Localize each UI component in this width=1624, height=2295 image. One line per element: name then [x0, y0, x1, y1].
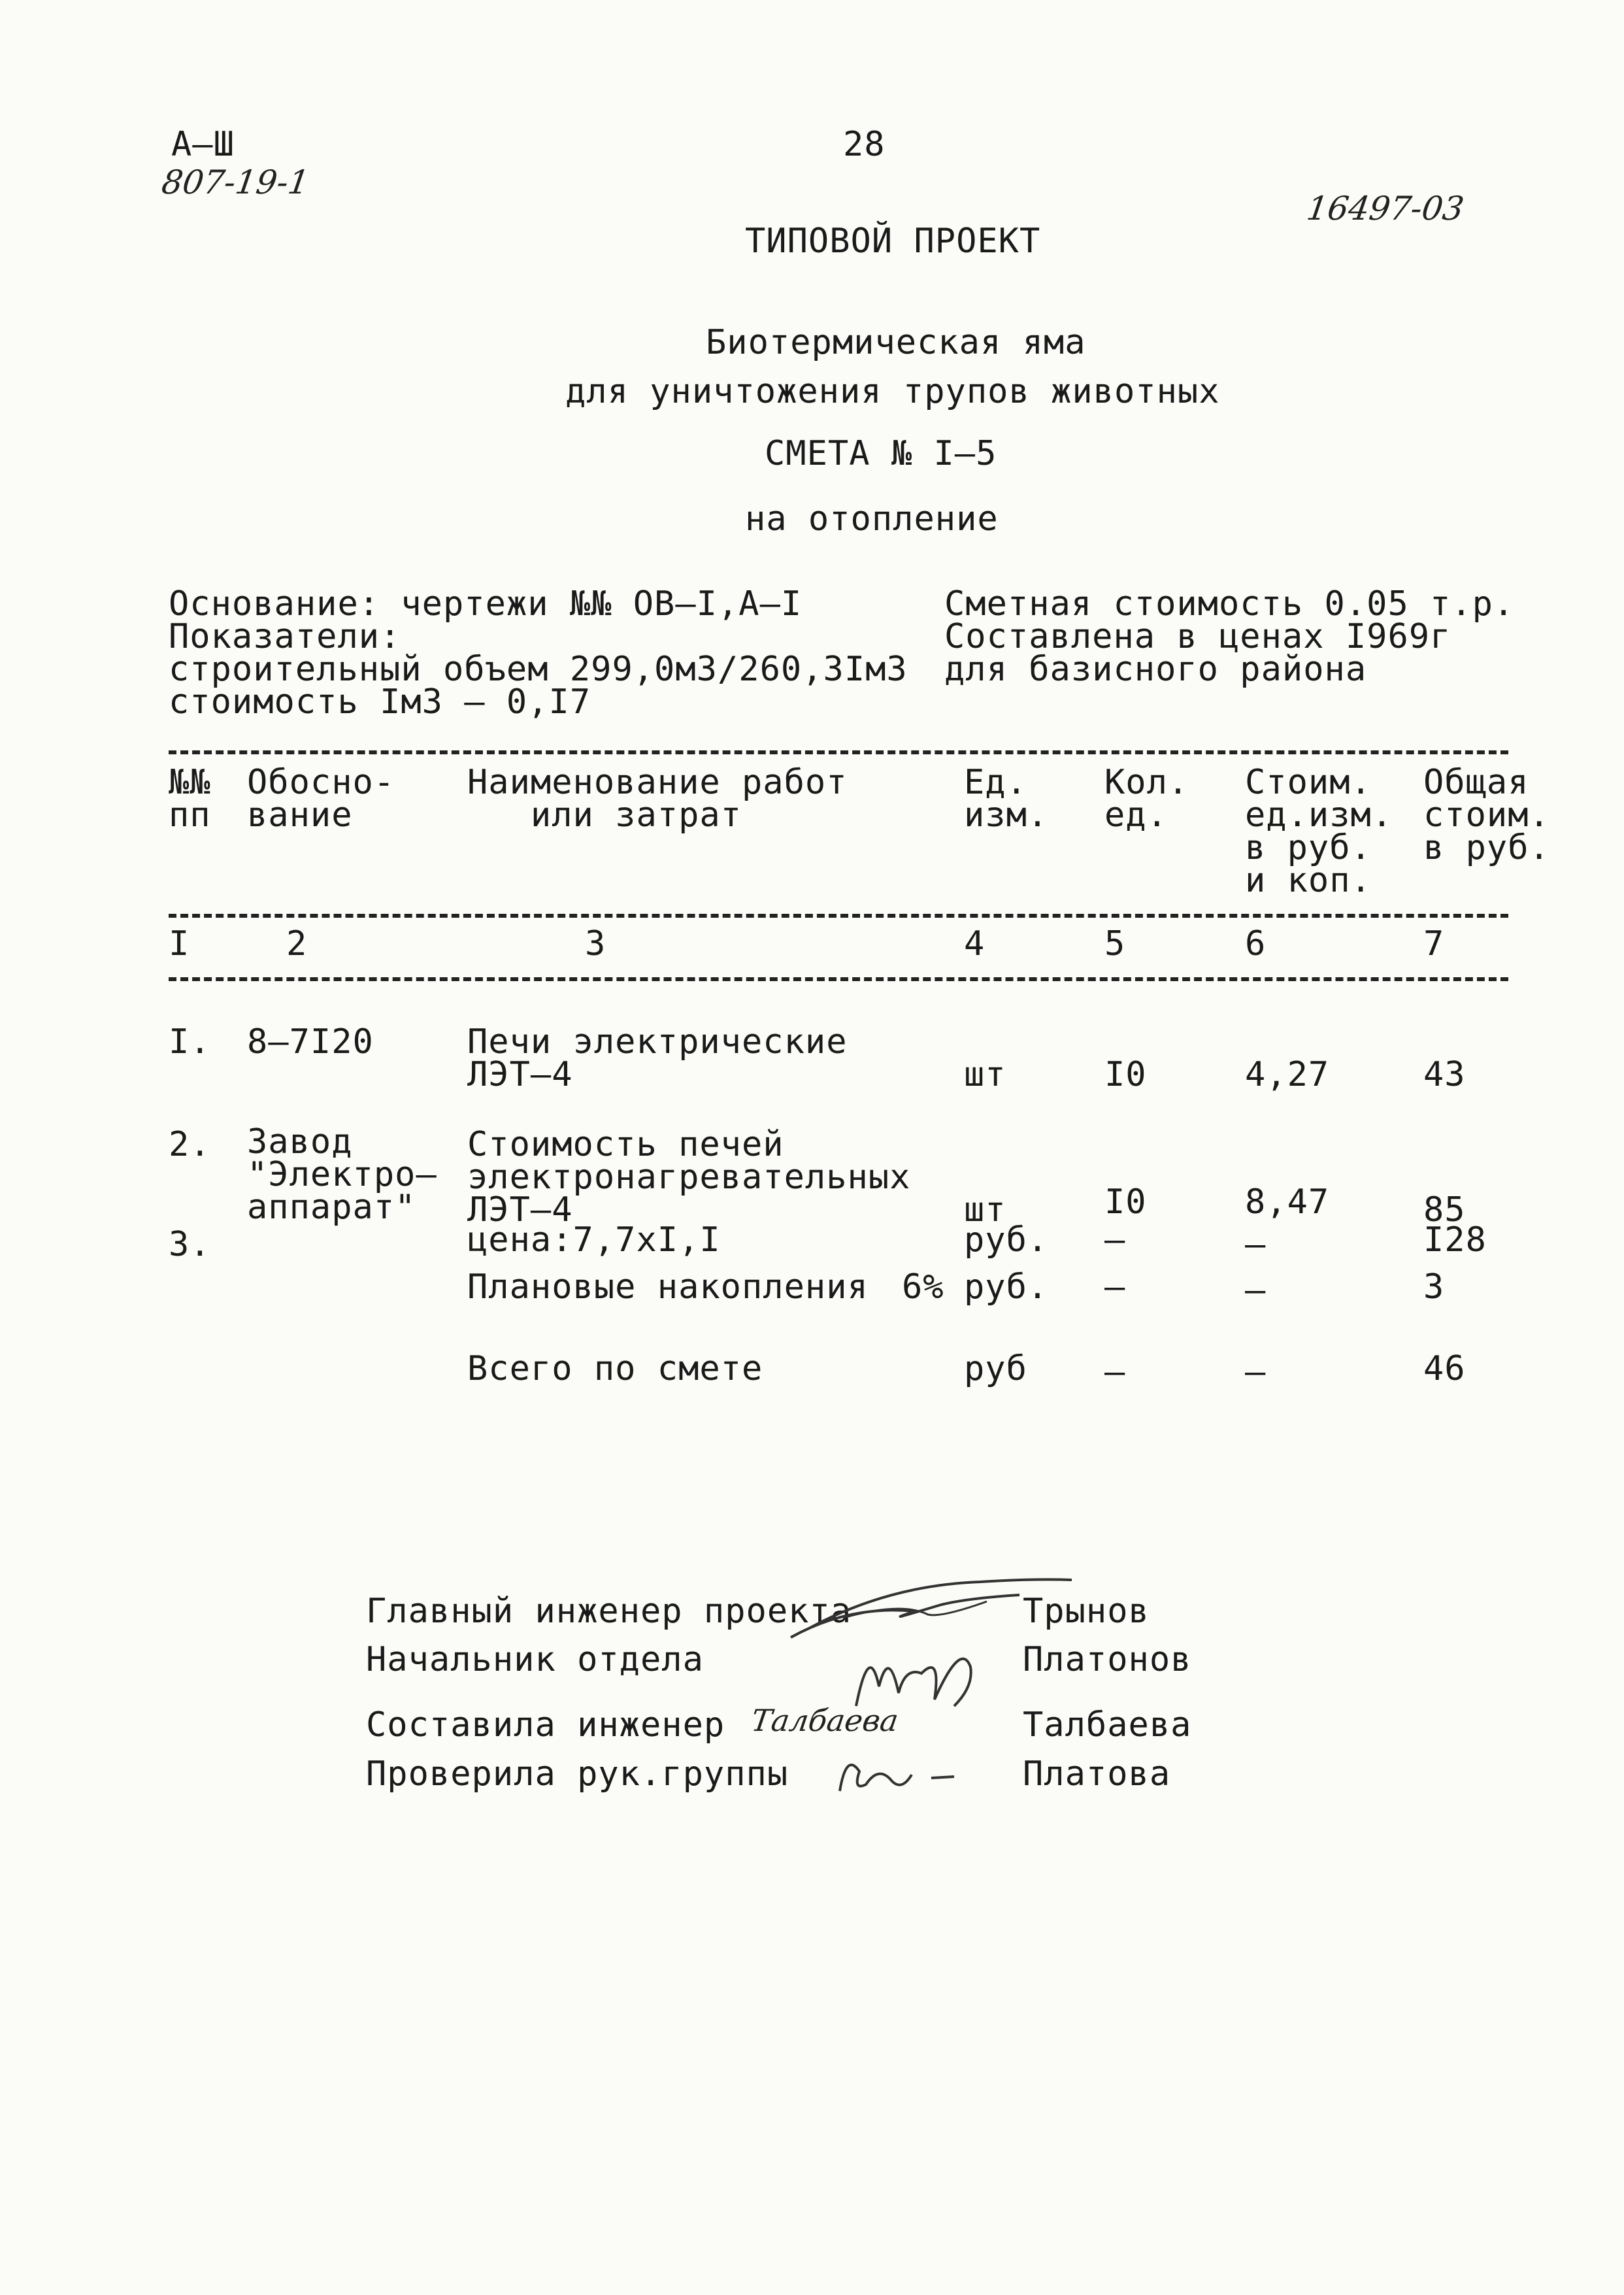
row-quantity: I0	[1104, 1055, 1147, 1094]
title-object-purpose: для уничтожения трупов животных	[565, 372, 1220, 411]
header-col-6-line-2: ед.изм.	[1245, 796, 1393, 835]
row-unit-price: –	[1245, 1225, 1267, 1264]
header-col-3-line-2: или затрат	[467, 796, 742, 835]
header-col-6-line-3: в руб.	[1245, 828, 1372, 867]
table-divider	[169, 977, 1508, 981]
header-col-5-line-1: Кол.	[1104, 763, 1189, 802]
row-number: I.	[169, 1022, 211, 1062]
grand-total-quantity: –	[1104, 1352, 1126, 1392]
row-quantity: –	[1104, 1220, 1126, 1260]
signature-role: Составила инженер	[366, 1705, 725, 1745]
header-col-2-line-2: вание	[247, 796, 353, 835]
header-col-4-line-2: изм.	[964, 796, 1049, 835]
info-unit-cost: стоимость Iм3 – 0,I7	[169, 682, 591, 722]
column-number: 2	[286, 924, 308, 963]
signature-scribble-group-lead	[827, 1745, 957, 1804]
row-unit-price: 8,47	[1245, 1182, 1330, 1222]
row-number: 2.	[169, 1125, 211, 1164]
header-col-1-line-1: №№	[169, 763, 211, 802]
handwritten-archive-number: 807-19-1	[159, 163, 312, 201]
title-estimate-subject: на отопление	[745, 499, 999, 539]
signature-scribble-department-head	[843, 1628, 987, 1719]
row-number: 3.	[169, 1225, 211, 1264]
accum-total: 3	[1423, 1267, 1445, 1307]
accum-name: Плановые накопления	[467, 1267, 869, 1307]
page-number: 28	[843, 125, 886, 164]
row-quantity: I0	[1104, 1182, 1147, 1222]
table-divider	[169, 914, 1508, 918]
row-unit: руб.	[964, 1220, 1049, 1260]
row-name-line-2: электронагревательных	[467, 1158, 911, 1197]
info-region: для базисного района	[944, 650, 1367, 689]
handwritten-signature: Талбаева	[749, 1703, 901, 1738]
signature-name: Платова	[1023, 1754, 1171, 1794]
grand-total-unit-price: –	[1245, 1352, 1267, 1392]
table-divider	[169, 750, 1508, 754]
document-code: А–Ш	[171, 125, 235, 164]
column-number: I	[169, 924, 190, 963]
row-unit: шт	[964, 1055, 1006, 1094]
header-col-6-line-1: Стоим.	[1245, 763, 1372, 802]
info-basis: Основание: чертежи №№ ОВ–I,А–I	[169, 584, 803, 624]
signature-name: Талбаева	[1023, 1705, 1192, 1745]
column-number: 7	[1423, 924, 1445, 963]
row-total: I28	[1423, 1220, 1487, 1260]
header-col-5-line-2: ед.	[1104, 796, 1168, 835]
signature-role: Начальник отдела	[366, 1640, 704, 1679]
row-basis: 8–7I20	[247, 1022, 374, 1062]
column-number: 5	[1104, 924, 1126, 963]
row-unit: шт	[964, 1190, 1006, 1230]
header-col-1-line-2: пп	[169, 796, 211, 835]
header-col-7-line-1: Общая	[1423, 763, 1529, 802]
info-estimated-cost: Сметная стоимость 0.05 т.р.	[944, 584, 1515, 624]
signature-name: Платонов	[1023, 1640, 1192, 1679]
header-col-6-line-4: и коп.	[1245, 861, 1372, 900]
signature-role: Проверила рук.группы	[366, 1754, 789, 1794]
accum-percent: 6%	[902, 1267, 944, 1307]
column-number: 4	[964, 924, 986, 963]
title-object: Биотермическая яма	[706, 323, 1086, 362]
row-unit-price: 4,27	[1245, 1055, 1330, 1094]
grand-total-unit: руб	[964, 1349, 1027, 1388]
info-volume: строительный объем 299,0м3/260,3Iм3	[169, 650, 908, 689]
header-col-4-line-1: Ед.	[964, 763, 1027, 802]
header-col-7-line-3: в руб.	[1423, 828, 1550, 867]
column-number: 6	[1245, 924, 1267, 963]
row-name-line-1: Стоимость печей	[467, 1125, 784, 1164]
signature-name: Трынов	[1023, 1592, 1150, 1631]
row-total: 43	[1423, 1055, 1466, 1094]
grand-total-name: Всего по смете	[467, 1349, 763, 1388]
row-basis: Завод "Электро– аппарат"	[247, 1122, 437, 1227]
header-col-7-line-2: стоим.	[1423, 796, 1550, 835]
signature-role: Главный инженер проекта	[366, 1592, 852, 1631]
row-name-line-1: цена:7,7хI,I	[467, 1220, 721, 1260]
accum-unit-price: –	[1245, 1271, 1267, 1310]
accum-unit: руб.	[964, 1267, 1049, 1307]
info-indicators: Показатели:	[169, 617, 401, 656]
row-name-line-1: Печи электрические	[467, 1022, 848, 1062]
header-col-2-line-1: Обосно-	[247, 763, 395, 802]
row-name-line-3: ЛЭТ–4	[467, 1190, 573, 1230]
handwritten-project-number: 16497-03	[1304, 190, 1467, 227]
grand-total-amount: 46	[1423, 1349, 1466, 1388]
info-price-basis: Составлена в ценах I969г	[944, 617, 1451, 656]
title-type: ТИПОВОЙ ПРОЕКТ	[745, 222, 1041, 261]
header-col-3-line-1: Наименование работ	[467, 763, 848, 802]
column-number: 3	[585, 924, 606, 963]
accum-quantity: –	[1104, 1267, 1126, 1307]
row-total: 85	[1423, 1190, 1466, 1230]
title-estimate-number: СМЕТА № I–5	[765, 434, 997, 473]
row-name-line-2: ЛЭТ–4	[467, 1055, 573, 1094]
